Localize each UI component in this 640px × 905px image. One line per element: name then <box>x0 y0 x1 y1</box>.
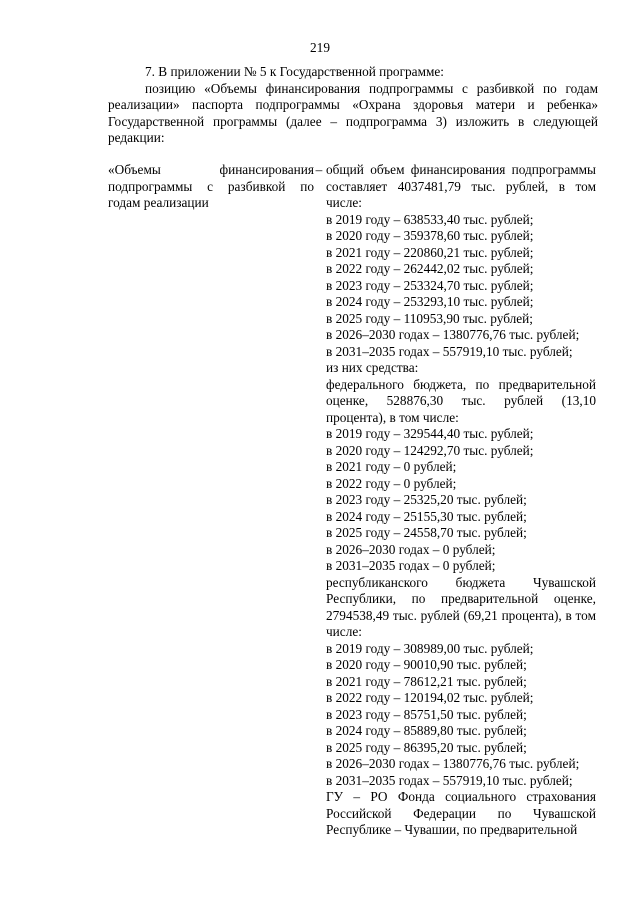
value-line: в 2025 году – 24558,70 тыс. рублей; <box>326 525 527 540</box>
value-line: в 2023 году – 85751,50 тыс. рублей; <box>326 706 527 722</box>
value-line: в 2021 году – 0 рублей; <box>326 459 457 474</box>
value-line: в 2019 году – 638533,40 тыс. рублей; <box>326 211 534 227</box>
value-line: в 2024 году – 85889,80 тыс. рублей; <box>326 723 527 738</box>
value-line: в 2019 году – 308989,00 тыс. рублей; <box>326 640 534 656</box>
value-line: в 2031–2035 годах – 0 рублей; <box>326 558 496 573</box>
value-line: в 2024 году – 253293,10 тыс. рублей; <box>326 294 534 309</box>
page-number: 219 <box>310 40 330 55</box>
table-value-cell <box>326 162 596 839</box>
value-paragraph: федерального бюджета, по предварительной оценке, 528876,30 тыс. рублей (13,10 процента), в том числе: <box>326 376 596 425</box>
value-paragraph: общий объем финансирования подпрограммы составляет 4037481,79 тыс. рублей, в том числе: <box>326 162 596 210</box>
value-line: в 2025 году – 110953,90 тыс. рублей; <box>326 310 533 326</box>
table-label-cell <box>108 162 314 212</box>
intro-paragraph: позицию «Объемы финансирования подпрограммы с разбивкой по годам реализации» паспорта подпрограммы «Охрана здоровья матери и ребенка» Государственной программы (далее – подпрограмма 3) изложить в следующей редакции: <box>108 80 598 145</box>
value-line: в 2019 году – 329544,40 тыс. рублей; <box>326 426 534 441</box>
table-dash-cell: – <box>315 162 323 177</box>
value-line: из них средства: <box>326 360 419 375</box>
value-line: в 2021 году – 78612,21 тыс. рублей; <box>326 673 527 689</box>
value-line: в 2023 году – 25325,20 тыс. рублей; <box>326 492 527 507</box>
value-line: в 2022 году – 262442,02 тыс. рублей; <box>326 261 534 276</box>
value-line: в 2031–2035 годах – 557919,10 тыс. рублей; <box>326 343 573 359</box>
value-line: в 2026–2030 годах – 1380776,76 тыс. рублей; <box>326 756 580 771</box>
value-line: в 2020 году – 124292,70 тыс. рублей; <box>326 442 534 458</box>
value-line: в 2026–2030 годах – 0 рублей; <box>326 541 496 557</box>
value-line: в 2021 году – 220860,21 тыс. рублей; <box>326 244 534 260</box>
value-line: в 2026–2030 годах – 1380776,76 тыс. рублей; <box>326 327 580 342</box>
value-line: в 2024 году – 25155,30 тыс. рублей; <box>326 508 527 524</box>
value-line: в 2022 году – 120194,02 тыс. рублей; <box>326 690 534 705</box>
value-line: в 2031–2035 годах – 557919,10 тыс. рублей; <box>326 772 573 788</box>
value-line: в 2025 году – 86395,20 тыс. рублей; <box>326 739 527 755</box>
intro-heading: 7. В приложении № 5 к Государственной программе: <box>145 64 445 79</box>
financing-label: «Объемы финансирования подпрограммы с разбивкой по годам реализации <box>108 162 314 210</box>
value-line: в 2020 году – 359378,60 тыс. рублей; <box>326 228 534 243</box>
value-paragraph: ГУ – РО Фонда социального страхования Российской Федерации по Чувашской Республике – Чувашии, по предварительной <box>326 789 596 837</box>
value-line: в 2022 году – 0 рублей; <box>326 475 457 491</box>
intro-section <box>108 64 598 147</box>
value-paragraph: республиканского бюджета Чувашской Республики, по предварительной оценке, 2794538,49 тыс. рублей (69,21 процента), в том числе: <box>326 574 596 639</box>
value-line: в 2020 году – 90010,90 тыс. рублей; <box>326 657 527 672</box>
value-line: в 2023 году – 253324,70 тыс. рублей; <box>326 277 534 293</box>
